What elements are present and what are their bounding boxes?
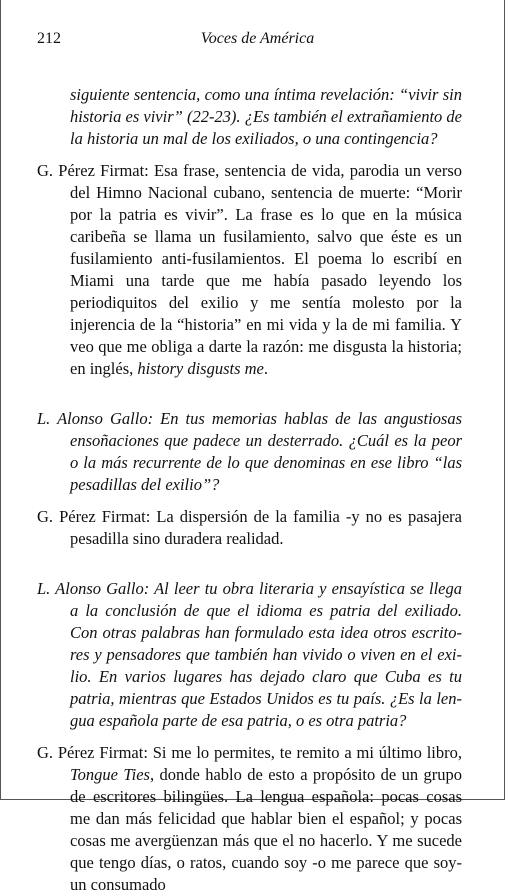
- answer-1-end: .: [263, 359, 269, 378]
- answer-paragraph-2: G. Pérez Firmat: La dispersión de la familia -y no es pasajera pesadilla sino duradera realidad.: [37, 507, 462, 548]
- answer-3-text: G. Pérez Firmat: Si me lo permites, te remito a mi último libro,: [37, 743, 462, 762]
- answer-1-text: G. Pérez Firmat: Esa frase, sentencia de vida, parodia un verso del Himno Nacional cubano, sentencia de muerte: “Morir por la patria es vivir”. La frase es lo que en la música caribeña se llama un fusilamiento, salvo que éste es un fusilamiento anti-fusilamientos. El poema lo escribí en Miami una tarde que me había pasado leyendo los periodiquitos del exilio y me sentía molesto por la injerencia de la “historia” en mi vida y la de mi familia. Y veo que me obliga a darte la razón: me disgusta la historia; en inglés,: [37, 161, 462, 378]
- question-continuation: siguiente sentencia, como una íntima revelación: “vivir sin historia es vivir” (22-23). ¿Es también el extrañamiento de la historia un mal de los exiliados, o una contingencia?: [70, 85, 462, 148]
- answer-1-italic: history disgusts me: [137, 359, 264, 378]
- answer-paragraph-3: [37, 742, 462, 896]
- page-header: [37, 30, 468, 52]
- question-paragraph-2: L. Alonso Gallo: En tus memorias hablas de las angustiosas ensoñaciones que padece un desterrado. ¿Cuál es la peor o la más recurrente de lo que denominas en ese libro “las pesadillas del exilio”?: [37, 409, 462, 494]
- page-number: 212: [37, 30, 61, 47]
- running-head: Voces de América: [200, 30, 315, 47]
- answer-3-end: , donde hablo de esto a propósito de un grupo de escritores bilingües. La lengua española: pocas cosas me dan más felicidad que hablar bien el español; y pocas cosas me avergüenzan más que el no hacerlo. Y me sucede que tengo días, o ratos, cuando soy -o me parece que soy- un consumado: [70, 765, 462, 894]
- answer-3-italic: Tongue Ties: [70, 765, 150, 784]
- answer-paragraph-1: [37, 160, 462, 380]
- page-body: [37, 84, 462, 896]
- question-paragraph-3: L. Alonso Gallo: Al leer tu obra literaria y ensayística se llega a la conclusión de que el idioma es patria del exiliado. Con otras palabras han formulado esta idea otros escritores y pensadores que también han vivido o viven en el exilio. En varios lugares has dejado claro que Cuba es tu patria, mientras que Estados Unidos es tu país. ¿Es la lengua española parte de esa patria, o es otra patria?: [37, 579, 462, 730]
